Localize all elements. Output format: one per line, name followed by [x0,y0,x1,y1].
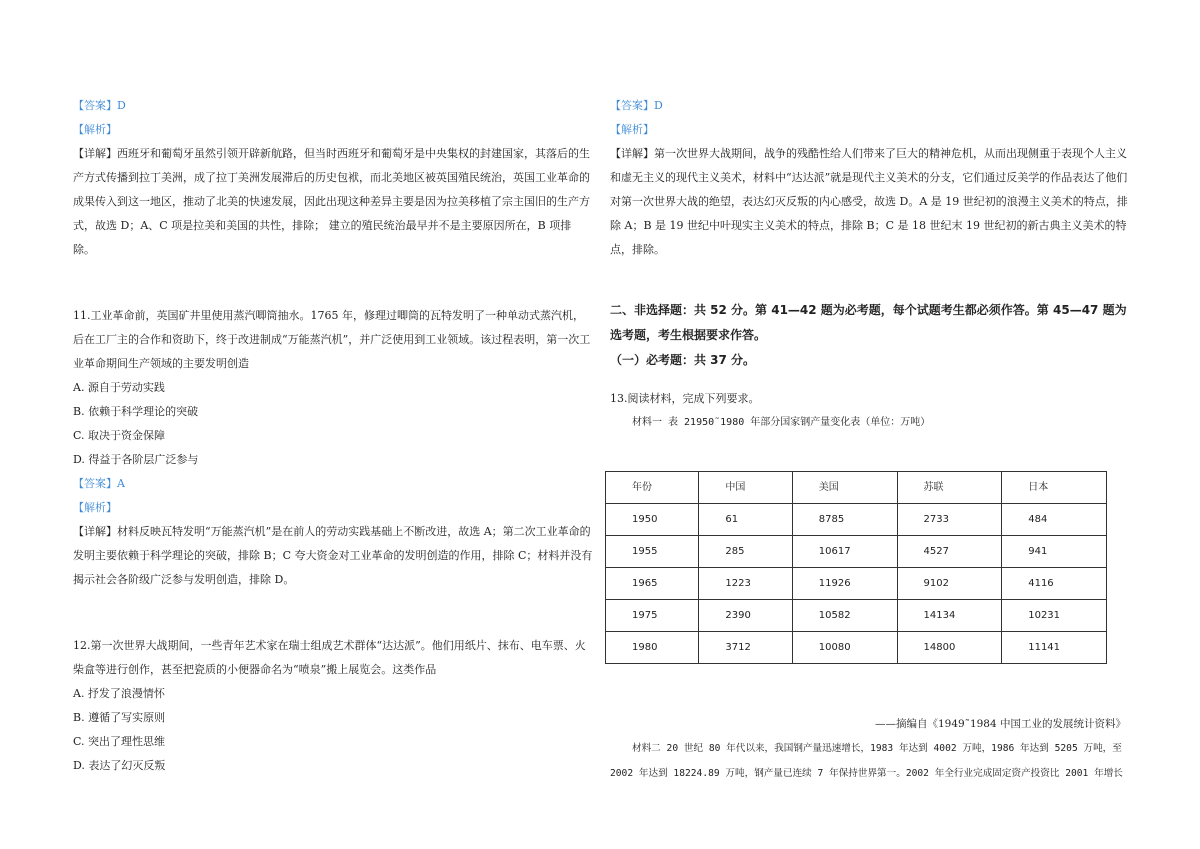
table-cell: 10617 [792,536,897,568]
q12-answer: 【答案】D [610,99,663,112]
table-cell: 14134 [897,600,1002,632]
table-header-row [606,472,1107,504]
table-cell: 1955 [606,536,699,568]
q12-analysis-label: 【解析】 [610,123,654,136]
q10-answer: 【答案】D [73,99,126,112]
q12-option-b: B. 遵循了写实原则 [73,711,166,724]
q11-analysis-label: 【解析】 [73,501,117,514]
q11-option-c: C. 取决于资金保障 [73,429,166,442]
q11-detail: 【详解】材料反映瓦特发明“万能蒸汽机”是在前人的劳动实践基础上不断改进，故选 A；第二次工业革命的发明主要依赖于科学理论的突破，排除 B；C 夸大资金对工业革命的发明创造的作用，排除 C；材料并没有揭示社会各阶级广泛参与发明创造，排除 D。 [73,525,593,586]
table-row [606,600,1107,632]
table-source-note: ——摘编自《1949˜1984 中国工业的发展统计资料》 [874,718,1126,730]
material2-text: 材料二 20 世纪 80 年代以来，我国钢产量迅速增长，1983 年达到 4002 万吨，1986 年达到 5205 万吨，至 2002 年达到 18224.89 万吨，钢产量已连续 7 年保持世界第一。2002 年全行业完成固定资产投资比 2001 年增长 [610,743,1123,779]
table-row [606,632,1107,664]
q11-option-a: A. 源自于劳动实践 [73,381,165,394]
table-row [606,504,1107,536]
table-cell: 14800 [897,632,1002,664]
q13-stem: 13.阅读材料，完成下列要求。 [610,392,760,405]
subsection-title: （一）必考题：共 37 分。 [610,353,756,367]
table-cell: 484 [1002,504,1107,536]
q12-detail: 【详解】第一次世界大战期间，战争的残酷性给人们带来了巨大的精神危机，从而出现侧重于表现个人主义和虚无主义的现代主义美术，材料中“达达派”就是现代主义美术的分支，它们通过反美学的作品表达了他们对第一次世界大战的绝望，表达幻灭反叛的内心感受，故选 D。A 是 19 世纪初的浪漫主义美术的特点，排除 A；B 是 19 世纪中叶现实主义美术的特点，排除 B；C 是 18 世纪末 19 世纪初的新古典主义美术的特点，排除。 [610,147,1128,256]
q12-option-c: C. 突出了理性思维 [73,735,166,748]
table-cell: 10582 [792,600,897,632]
table-cell: 4527 [897,536,1002,568]
table-cell: 2390 [699,600,792,632]
table-header-cell: 日本 [1002,472,1107,504]
material1-caption: 材料一 表 21950˜1980 年部分国家钢产量变化表（单位：万吨） [632,417,931,428]
table-header-cell: 美国 [792,472,897,504]
table-cell: 2733 [897,504,1002,536]
q10-detail: 【详解】西班牙和葡萄牙虽然引领开辟新航路，但当时西班牙和葡萄牙是中央集权的封建国家，其落后的生产方式传播到拉丁美洲，成了拉丁美洲发展滞后的历史包袱，而北美地区被英国殖民统治，英国工业革命的成果传入到这一地区，推动了北美的快速发展，因此出现这种差异主要是因为拉美移植了宗主国旧的生产方式，故选 D；A、C 项是拉美和美国的共性，排除； 建立的殖民统治最早并不是主要原因所在，B 项排除。 [73,147,590,256]
q11-option-b: B. 依赖于科学理论的突破 [73,405,199,418]
table-cell: 941 [1002,536,1107,568]
table-cell: 4116 [1002,568,1107,600]
left-column [73,94,593,778]
q11-option-d: D. 得益于各阶层广泛参与 [73,453,199,466]
q12-stem: 12.第一次世界大战期间，一些青年艺术家在瑞士组成艺术群体“达达派”。他们用纸片、抹布、电车票、火柴盒等进行创作，甚至把瓷质的小便器命名为“喷泉”搬上展览会。这类作品 [73,639,586,676]
table-header-cell: 年份 [606,472,699,504]
table-header-cell: 中国 [699,472,792,504]
table-cell: 1223 [699,568,792,600]
table-cell: 11926 [792,568,897,600]
steel-output-table [605,471,1107,664]
table-cell: 1950 [606,504,699,536]
table-cell: 10231 [1002,600,1107,632]
right-column [610,94,1130,786]
table-cell: 1965 [606,568,699,600]
q12-option-a: A. 抒发了浪漫情怀 [73,687,165,700]
table-cell: 285 [699,536,792,568]
table-cell: 1980 [606,632,699,664]
q11-stem: 11.工业革命前，英国矿井里使用蒸汽唧筒抽水。1765 年，修理过唧筒的瓦特发明了一种单动式蒸汽机，后在工厂主的合作和资助下，终于改进制成“万能蒸汽机”，并广泛使用到工业领域。该过程表明，第一次工业革命期间生产领域的主要发明创造 [73,309,591,370]
table-header-cell: 苏联 [897,472,1002,504]
q12-option-d: D. 表达了幻灭反叛 [73,759,166,772]
section-title: 二、非选择题：共 52 分。第 41—42 题为必考题，每个试题考生都必须作答。第 45—47 题为选考题，考生根据要求作答。 [610,303,1127,342]
table-cell: 9102 [897,568,1002,600]
table-row [606,536,1107,568]
table-cell: 61 [699,504,792,536]
table-cell: 1975 [606,600,699,632]
table-row [606,568,1107,600]
table-cell: 10080 [792,632,897,664]
table-cell: 3712 [699,632,792,664]
q11-answer: 【答案】A [73,477,125,490]
q10-analysis-label: 【解析】 [73,123,117,136]
table-cell: 11141 [1002,632,1107,664]
table-cell: 8785 [792,504,897,536]
